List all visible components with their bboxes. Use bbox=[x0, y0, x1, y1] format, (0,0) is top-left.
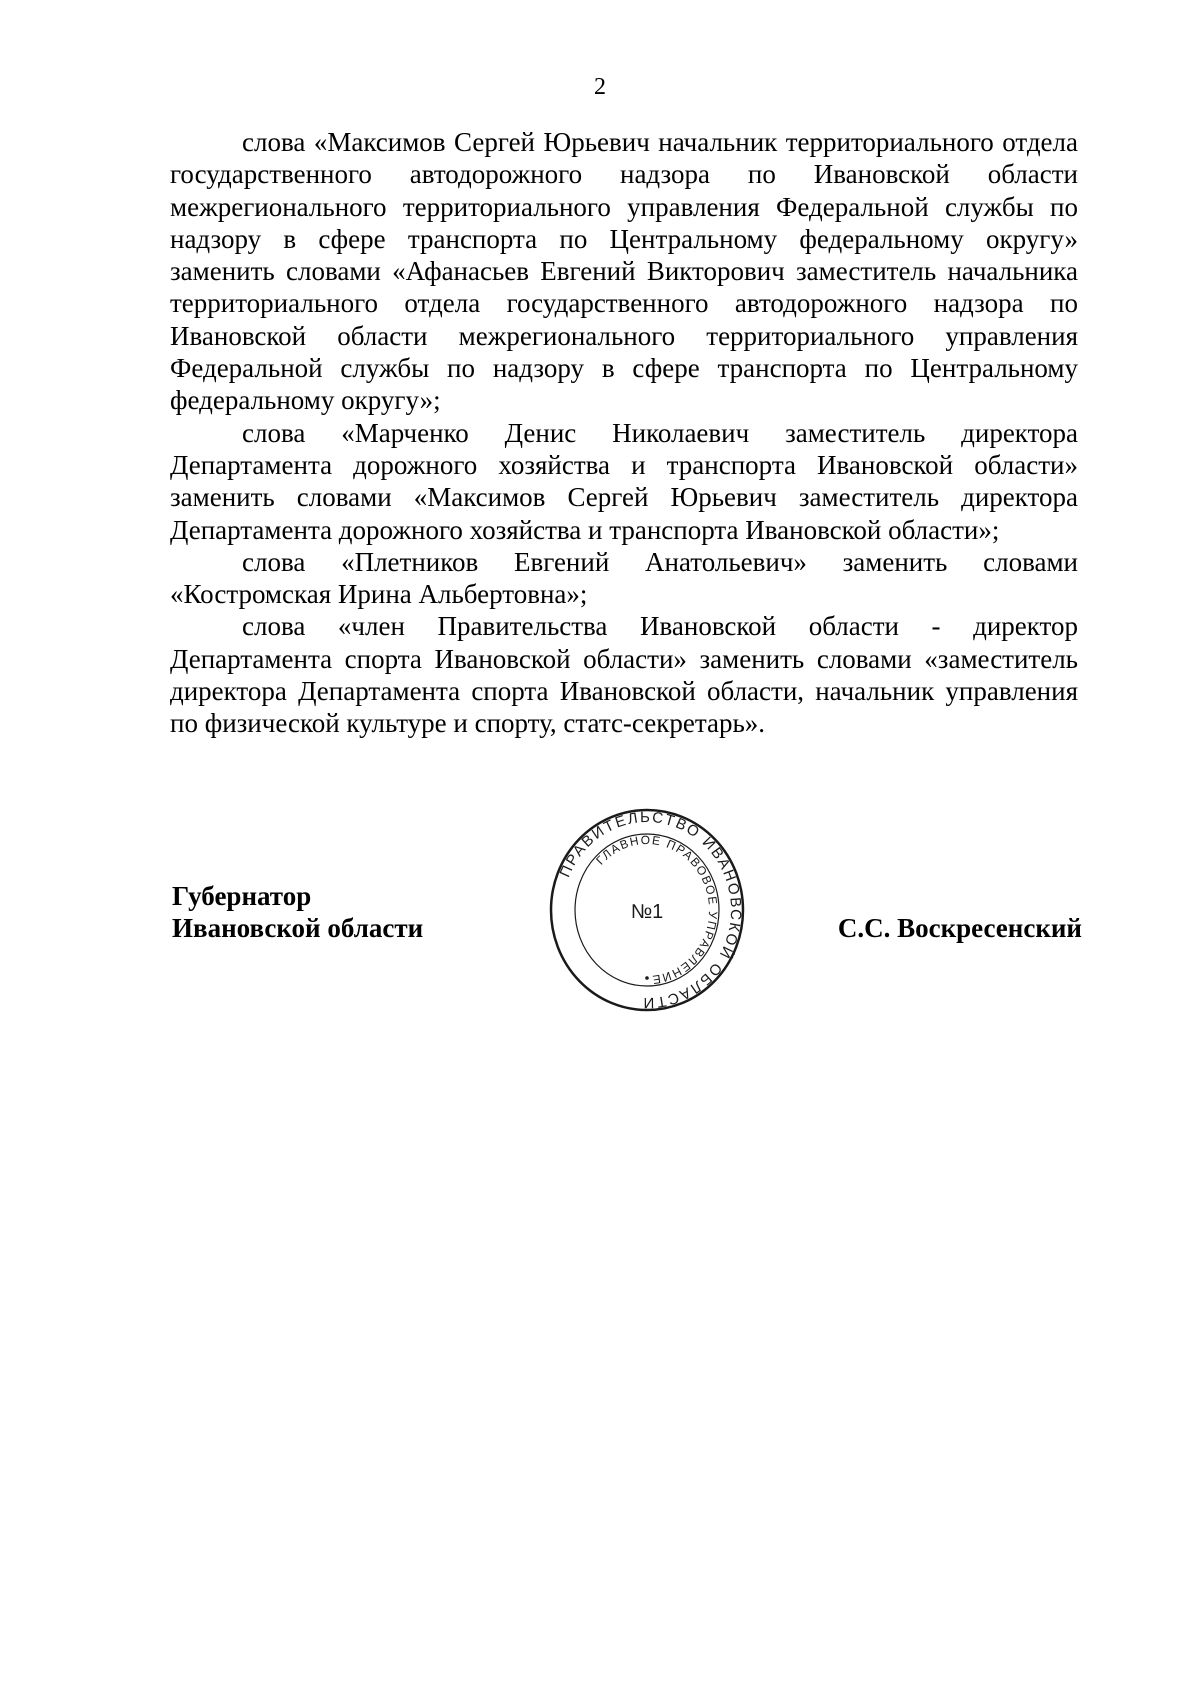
document-body bbox=[170, 126, 1078, 740]
signatory-title: Губернатор bbox=[172, 881, 312, 911]
seal-dot bbox=[645, 976, 649, 980]
signatory-region: Ивановской области bbox=[172, 913, 424, 943]
paragraph-replacement-1: слова «Максимов Сергей Юрьевич начальник территориального отдела государственного автодорожного надзора по Ивановской области межрегионального территориального управления Федеральной службы по надзору в сфере транспорта по Центральному федеральному округу» заменить словами «Афанасьев Евгений Викторович заместитель начальника территориального отдела государственного автодорожного надзора по Ивановской области межрегионального территориального управления Федеральной службы по надзору в сфере транспорта по Центральному федеральному округу»; bbox=[170, 127, 1078, 416]
signatory-position bbox=[172, 880, 423, 944]
paragraph-replacement-2: слова «Марченко Денис Николаевич заместитель директора Департамента дорожного хозяйства и транспорта Ивановской области» заменить словами «Максимов Сергей Юрьевич заместитель директора Департамента дорожного хозяйства и транспорта Ивановской области»; bbox=[170, 417, 1078, 545]
seal-inner-textpath: ГЛАВНОЕ ПРАВОВОЕ УПРАВЛЕНИЕ bbox=[593, 832, 721, 987]
paragraph-replacement-3: слова «Плетников Евгений Анатольевич» заменить словами «Костромская Ирина Альбертовна»; bbox=[170, 546, 1078, 610]
signatory-name: С.С. Воскресенский bbox=[837, 913, 1082, 943]
seal-graphic bbox=[548, 808, 746, 1012]
official-seal bbox=[548, 808, 746, 1012]
page-number: 2 bbox=[594, 74, 606, 100]
seal-center-number: №1 bbox=[630, 901, 664, 923]
seal-outer-textpath: ПРАВИТЕЛЬСТВО ИВАНОВСКОЙ ОБЛАСТИ bbox=[556, 808, 745, 1012]
paragraph-replacement-4: слова «член Правительства Ивановской области - директор Департамента спорта Ивановской области» заменить словами «заместитель директора Департамента спорта Ивановской области, начальник управления по физической культуре и спорту, статс-секретарь». bbox=[170, 611, 1078, 739]
